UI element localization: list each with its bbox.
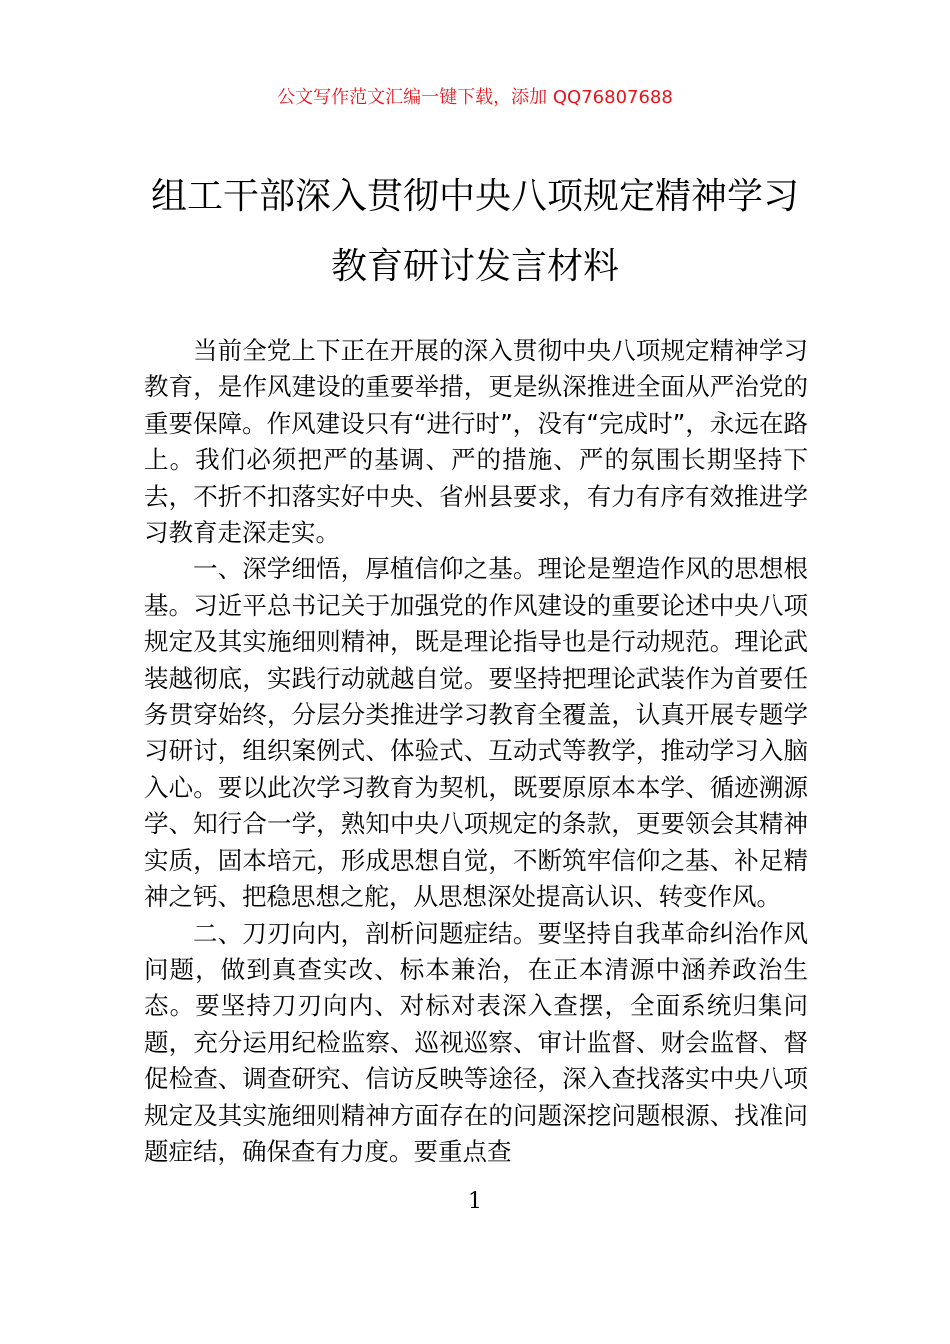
paragraph-section-2: 二、刀刃向内，剖析问题症结。要坚持自我革命纠治作风问题，做到真查实改、标本兼治，在正本清源中涵养政治生态。要坚持刀刃向内、对标对表深入查摆，全面系统归集问题，充分运用纪检监察、巡视巡察、审计监督、财会监督、督促检查、调查研究、信访反映等途径，深入查找落实中央八项规定及其实施细则精神方面存在的问题深挖问题根源、找准问题症结，确保查有力度。要重点查 <box>144 918 808 1166</box>
document-body <box>144 333 808 1170</box>
page-number: 1 <box>468 1189 482 1214</box>
paragraph-section-1: 一、深学细悟，厚植信仰之基。理论是塑造作风的思想根基。习近平总书记关于加强党的作风建设的重要论述中央八项规定及其实施细则精神，既是理论指导也是行动规范。理论武装越彻底，实践行动就越自觉。要坚持把理论武装作为首要任务贯穿始终，分层分类推进学习教育全覆盖，认真开展专题学习研讨，组织案例式、体验式、互动式等教学，推动学习入脑入心。要以此次学习教育为契机，既要原原本本学、循迹溯源学、知行合一学，熟知中央八项规定的条款，更要领会其精神实质，固本培元，形成思想自觉，不断筑牢信仰之基、补足精神之钙、把稳思想之舵，从思想深处提高认识、转变作风。 <box>144 554 808 912</box>
promo-banner[interactable]: 公文写作范文汇编一键下载，添加 QQ76807688 <box>277 87 673 108</box>
document-title-line-1: 组工干部深入贯彻中央八项规定精神学习 <box>150 176 799 217</box>
document-title-line-2: 教育研讨发言材料 <box>330 246 619 287</box>
paragraph-intro: 当前全党上下正在开展的深入贯彻中央八项规定精神学习教育，是作风建设的重要举措，更是纵深推进全面从严治党的重要保障。作风建设只有“进行时”，没有“完成时”，永远在路上。我们必须把严的基调、严的措施、严的氛围长期坚持下去，不折不扣落实好中央、省州县要求，有力有序有效推进学习教育走深走实。 <box>144 336 808 548</box>
